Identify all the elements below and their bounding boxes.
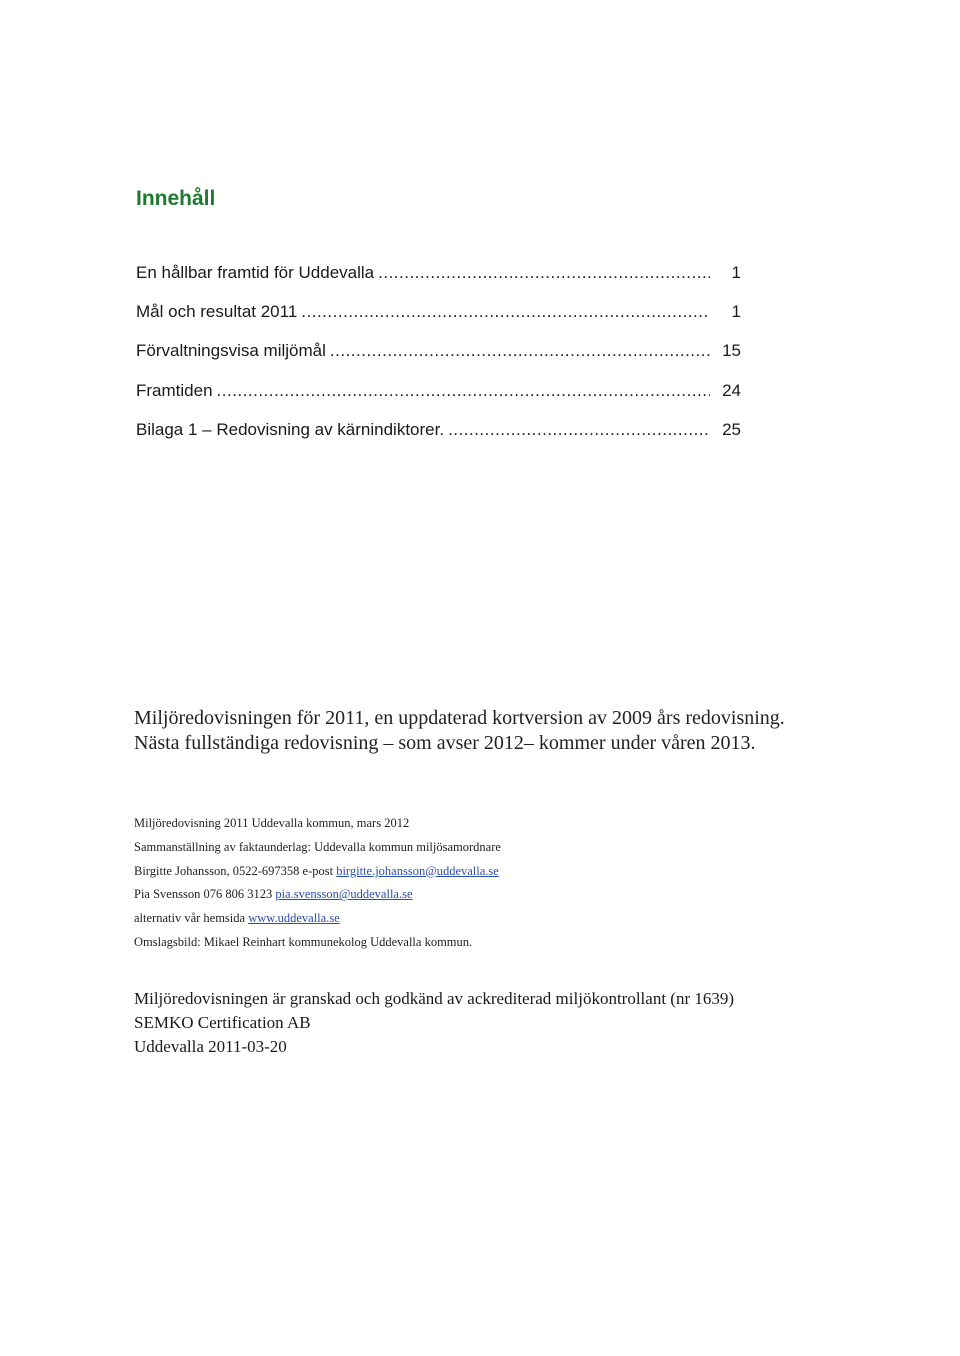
intro-paragraph: Miljöredovisningen för 2011, en uppdaterad kortversion av 2009 års redovisning. Nästa fullständiga redovisning – som avser 2012– kommer under våren 2013.	[134, 707, 785, 754]
toc-entry[interactable]	[136, 263, 741, 302]
toc-entry-title: Mål och resultat 2011	[136, 302, 298, 322]
review-line: SEMKO Certification AB	[134, 1013, 311, 1032]
website-link[interactable]: www.uddevalla.se	[248, 911, 340, 926]
toc-dot-leader	[378, 263, 710, 283]
review-line: Uddevalla 2011-03-20	[134, 1037, 287, 1056]
contact-text: Birgitte Johansson, 0522-697358 e-post	[134, 863, 337, 878]
toc-entry-page: 25	[722, 419, 741, 439]
toc-entry[interactable]	[136, 420, 741, 459]
credit-title-line: Miljöredovisning 2011 Uddevalla kommun, mars 2012	[134, 816, 410, 830]
credit-contact-line	[134, 862, 754, 886]
toc-dot-leader	[330, 341, 710, 361]
email-link[interactable]: pia.svensson@uddevalla.se	[275, 887, 413, 902]
toc-dot-leader	[217, 381, 710, 401]
review-statement	[134, 988, 834, 1060]
toc-entry[interactable]	[136, 341, 741, 380]
contact-text: Pia Svensson 076 806 3123	[134, 887, 276, 902]
toc-entry-page: 1	[731, 263, 741, 282]
review-line: Miljöredovisningen är granskad och godkänd av ackrediterad miljökontrollant (nr 1639)	[134, 989, 735, 1008]
toc-entry-page: 1	[731, 302, 741, 322]
credits-block	[134, 814, 754, 957]
toc-entry[interactable]	[136, 381, 741, 420]
credit-contact-line	[134, 885, 754, 909]
credit-compilation-line: Sammanställning av faktaunderlag: Uddevalla kommun miljösamordnare	[134, 839, 501, 854]
website-text: alternativ vår hemsida	[134, 911, 249, 926]
credit-cover-photo-line: Omslagsbild: Mikael Reinhart kommunekolog Uddevalla kommun.	[134, 934, 473, 949]
toc-entry[interactable]	[136, 302, 741, 341]
toc-entry-page: 24	[722, 380, 741, 400]
credit-website-line	[134, 909, 754, 933]
table-of-contents	[136, 263, 741, 459]
toc-entry-title: En hållbar framtid för Uddevalla	[136, 263, 375, 282]
toc-heading: Innehåll	[136, 187, 216, 210]
toc-entry-title: Framtiden	[136, 380, 213, 400]
toc-entry-title: Bilaga 1 – Redovisning av kärnindiktorer.	[136, 419, 445, 439]
toc-entry-title: Förvaltningsvisa miljömål	[136, 341, 326, 361]
toc-dot-leader	[448, 420, 710, 440]
toc-entry-page: 15	[722, 341, 741, 361]
toc-dot-leader	[301, 302, 710, 322]
email-link[interactable]: birgitte.johansson@uddevalla.se	[336, 863, 499, 878]
